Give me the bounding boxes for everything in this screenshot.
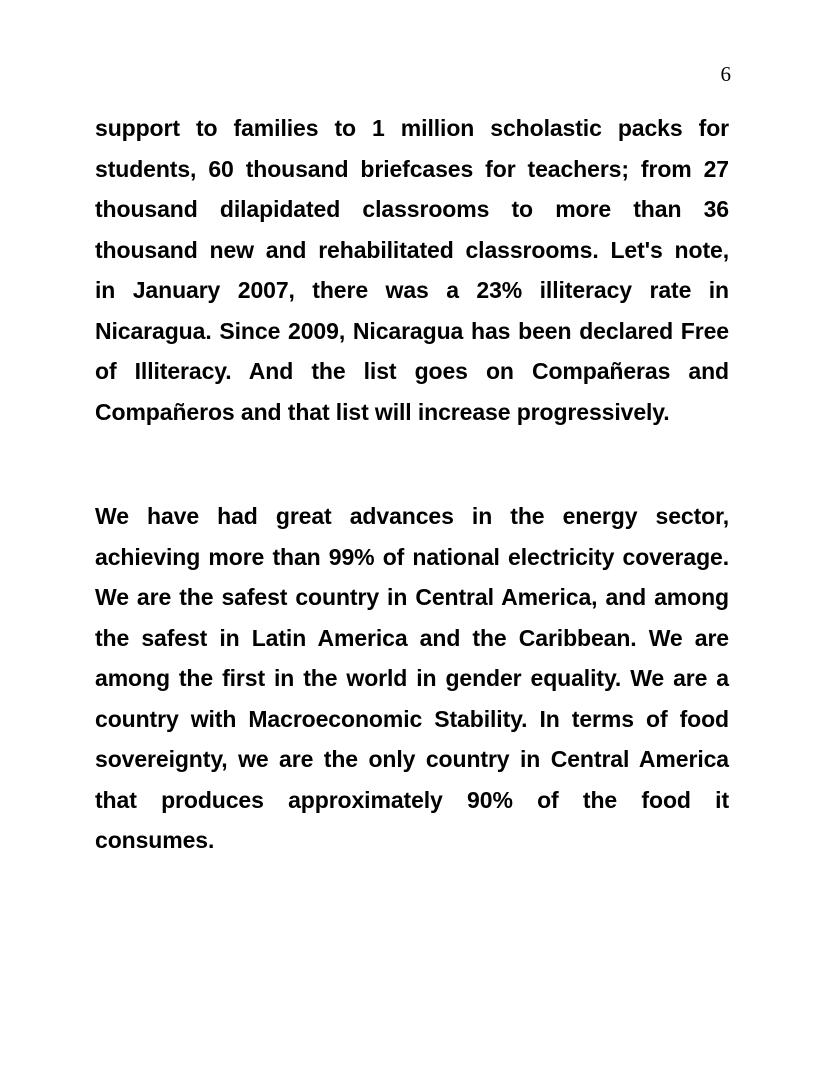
text-line: among the first in the world in gender equality. We are a (95, 665, 729, 691)
document-body (95, 108, 729, 925)
text-line: the safest in Latin America and the Caribbean. We are (95, 624, 729, 651)
paragraph-2 (95, 496, 729, 861)
text-line: sovereignty, we are the only country in Central America (95, 746, 729, 772)
text-line: thousand dilapidated classrooms to more than 36 (95, 196, 729, 222)
text-line: of Illiteracy. And the list goes on Compañeras and (95, 358, 729, 384)
text-line: We have had great advances in the energy sector, (95, 503, 729, 529)
text-line: consumes. (95, 827, 215, 853)
text-line: support to families to 1 million scholastic packs for (95, 115, 729, 141)
text-line: in January 2007, there was a 23% illiteracy rate in (95, 277, 729, 303)
paragraph-1 (95, 108, 729, 432)
text-line: Nicaragua. Since 2009, Nicaragua has been declared Free (95, 317, 729, 344)
text-line: achieving more than 99% of national electricity coverage. (95, 543, 729, 570)
text-line: thousand new and rehabilitated classrooms. Let's note, (95, 236, 729, 263)
text-line: We are the safest country in Central America, and among (95, 584, 729, 610)
text-line: Compañeros and that list will increase progressively. (95, 398, 670, 425)
text-line: that produces approximately 90% of the food it (95, 786, 729, 813)
page-number: 6 (720, 62, 731, 86)
text-line: students, 60 thousand briefcases for teachers; from 27 (95, 155, 729, 182)
text-line: country with Macroeconomic Stability. In terms of food (95, 705, 729, 732)
